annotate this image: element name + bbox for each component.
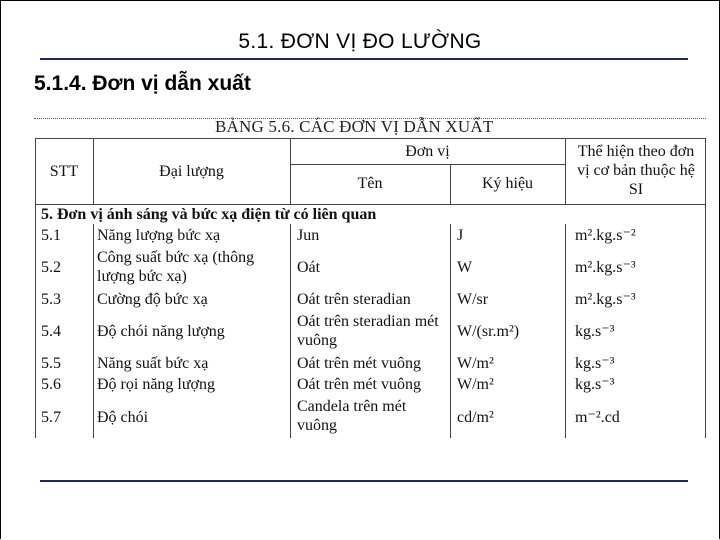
row-5-7-si: m⁻².cd: [575, 409, 620, 426]
row-5-4-quantity: Độ chói năng lượng: [97, 323, 225, 340]
slide-title: 5.1. ĐƠN VỊ ĐO LƯỜNG: [238, 30, 482, 53]
row-5-4-name: Oát trên steradian mét vuông: [297, 313, 439, 349]
col-divider-quantity-body: [290, 224, 291, 438]
row-5-2-quantity: Công suất bức xạ (thông lượng bức xạ): [97, 249, 255, 285]
col-divider-name-body: [450, 224, 451, 438]
unit-header-divider: [290, 164, 565, 165]
row-5-1-name: Jun: [297, 227, 320, 244]
table-caption: BẢNG 5.6. CÁC ĐƠN VỊ DẪN XUẤT: [215, 117, 494, 136]
row-5-7-name: Candela trên mét vuông: [297, 398, 407, 434]
col-divider-symbol-body: [565, 224, 566, 438]
col-divider-symbol: [565, 138, 566, 204]
row-5-7-quantity: Độ chói: [97, 409, 149, 426]
table-left-border: [35, 138, 36, 438]
row-5-7-symbol: cd/m²: [457, 409, 494, 426]
table-top-border: [35, 138, 706, 139]
row-5-2-name: Oát: [297, 259, 321, 276]
table-right-border: [705, 138, 706, 438]
row-5-5-quantity: Năng suất bức xạ: [97, 355, 209, 372]
row-5-2-si: m².kg.s⁻³: [575, 259, 636, 276]
footer-divider: [40, 480, 688, 482]
section-subtitle: 5.1.4. Đơn vị dẫn xuất: [34, 72, 251, 95]
row-5-3-name: Oát trên steradian: [297, 291, 411, 308]
row-5-3-si: m².kg.s⁻³: [575, 291, 636, 308]
row-5-5-symbol: W/m²: [457, 355, 494, 372]
header-name: Tên: [357, 175, 383, 192]
section-title-row: 5. Đơn vị ánh sáng và bức xạ điện từ có liên quan: [41, 206, 377, 223]
row-5-6-quantity: Độ rọi năng lượng: [97, 376, 216, 393]
row-5-1-stt: 5.1: [41, 227, 61, 244]
header-stt: STT: [49, 163, 79, 180]
header-si: Thể hiện theo đơn vị cơ bản thuộc hệ SI: [577, 143, 695, 198]
row-5-6-name: Oát trên mét vuông: [297, 376, 421, 393]
row-5-2-stt: 5.2: [41, 259, 61, 276]
col-divider-stt-body: [93, 224, 94, 438]
row-5-3-quantity: Cường độ bức xạ: [97, 291, 208, 308]
row-5-6-si: kg.s⁻³: [575, 376, 615, 393]
row-5-1-si: m².kg.s⁻²: [575, 227, 636, 244]
row-5-5-stt: 5.5: [41, 355, 61, 372]
row-5-3-stt: 5.3: [41, 291, 61, 308]
header-unit-group: Đơn vị: [405, 143, 450, 160]
row-5-3-symbol: W/sr: [457, 291, 489, 308]
row-5-4-stt: 5.4: [41, 323, 61, 340]
title-divider: [40, 58, 688, 60]
row-5-2-symbol: W: [457, 259, 473, 276]
row-5-5-si: kg.s⁻³: [575, 355, 615, 372]
row-5-5-name: Oát trên mét vuông: [297, 355, 421, 372]
header-quantity: Đại lượng: [159, 163, 224, 180]
header-symbol: Ký hiệu: [481, 175, 534, 192]
row-5-7-stt: 5.7: [41, 409, 61, 426]
row-5-6-stt: 5.6: [41, 376, 61, 393]
row-5-1-quantity: Năng lượng bức xạ: [97, 227, 221, 244]
row-5-1-symbol: J: [457, 227, 464, 244]
row-5-4-si: kg.s⁻³: [575, 323, 615, 340]
row-5-4-symbol: W/(sr.m²): [457, 323, 520, 340]
row-5-6-symbol: W/m²: [457, 376, 494, 393]
